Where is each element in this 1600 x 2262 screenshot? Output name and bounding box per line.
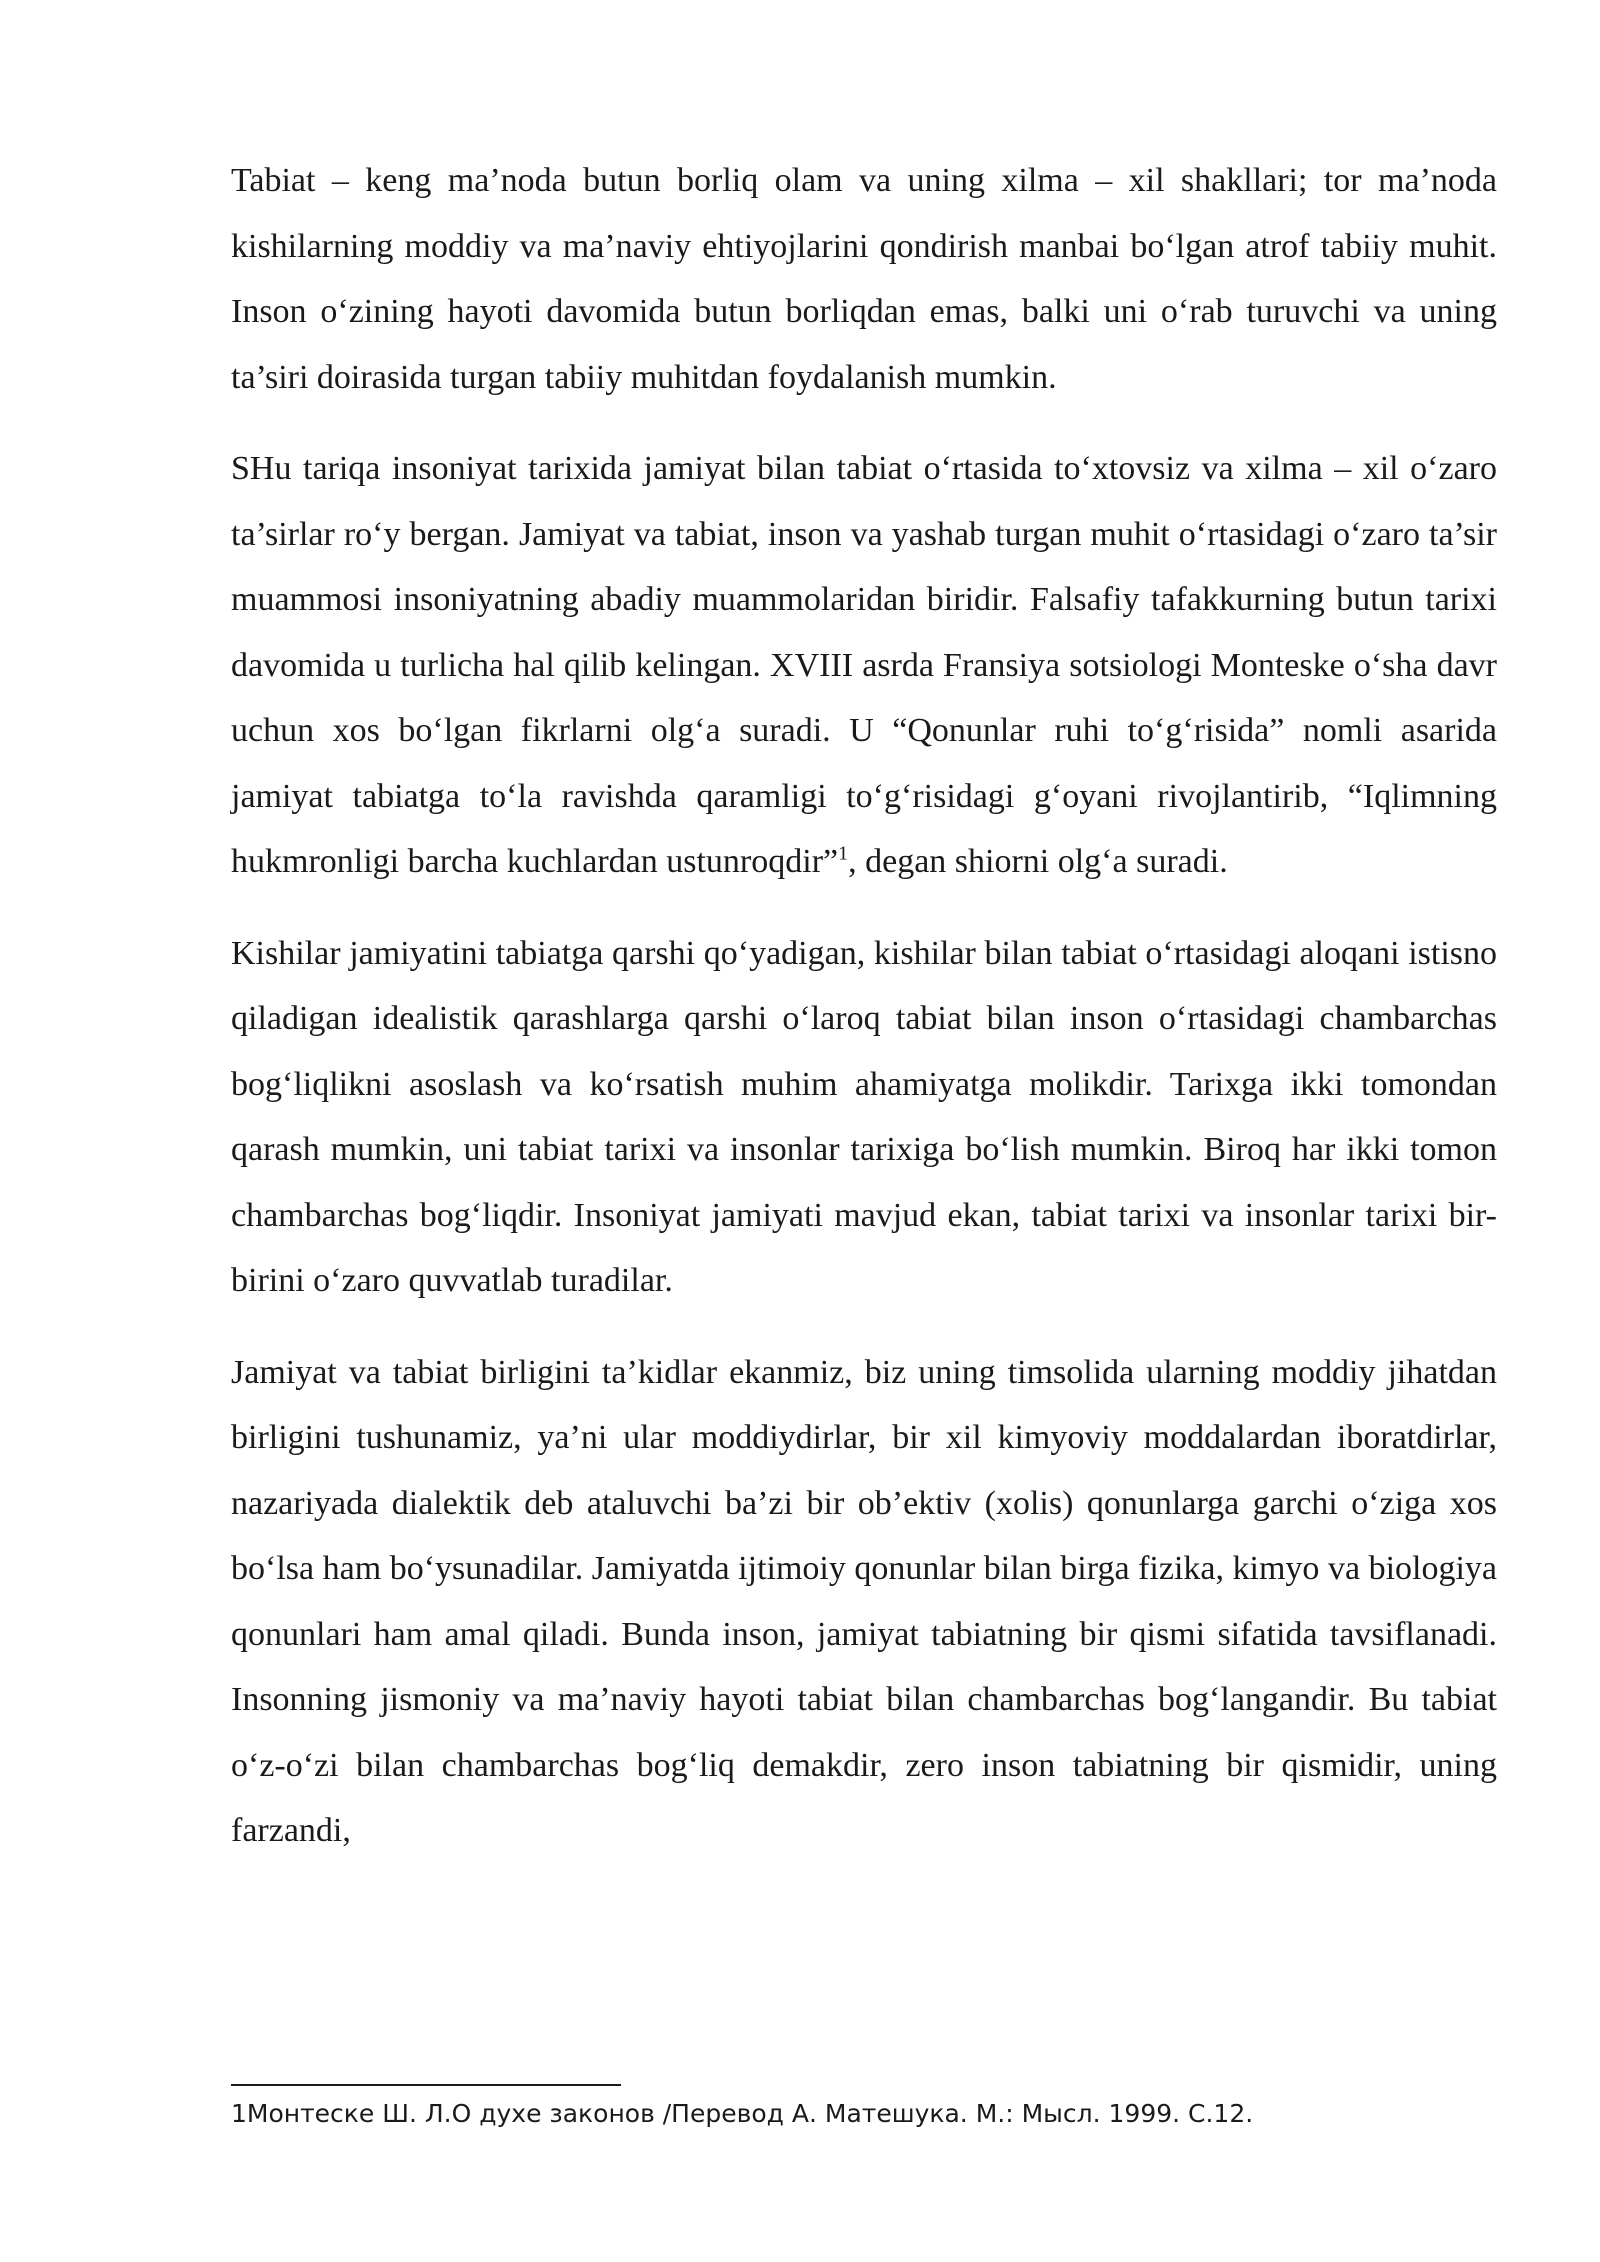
paragraph-1 bbox=[231, 148, 1497, 410]
paragraph-2 bbox=[231, 436, 1497, 895]
footnote-text: 1Монтеске Ш. Л.О духе законов /Перевод А. Матешука. М.: Мысл. 1999. С.12. bbox=[231, 2099, 1254, 2128]
paragraph-2-text-after: , degan shiorni olg‘a suradi. bbox=[848, 843, 1228, 880]
paragraph-2-text: SHu tariqa insoniyat tarixida jamiyat bilan tabiat o‘rtasida to‘xtovsiz va xilma – xil o‘zaro ta’sirlar ro‘y bergan. Jamiyat va tabiat, inson va yashab turgan muhit o‘rtasidagi o‘zaro ta’sir muammosi insoniyatning abadiy muammolaridan biridir. Falsafiy tafakkurning butun tarixi davomida u turlicha hal qilib kelingan. XVIII asrda Fransiya sotsiologi Monteske o‘sha davr uchun xos bo‘lgan fikrlarni olg‘a suradi. U “Qonunlar ruhi to‘g‘risida” nomli asarida jamiyat tabiatga to‘la ravishda qaramligi to‘g‘risidagi g‘oyani rivojlantirib, “Iqlimning hukmronligi barcha kuchlardan ustunroqdir” bbox=[231, 450, 1497, 880]
paragraph-4 bbox=[231, 1340, 1497, 1864]
document-body bbox=[231, 148, 1497, 1890]
paragraph-4-text: Jamiyat va tabiat birligini ta’kidlar ekanmiz, biz uning timsolida ularning moddiy jihatdan birligini tushunamiz, ya’ni ular moddiydirlar, bir xil kimyoviy moddalardan iboratdirlar, nazariyada dialektik deb ataluvchi ba’zi bir ob’ektiv (xolis) qonunlarga garchi o‘ziga xos bo‘lsa ham bo‘ysunadilar. Jamiyatda ijtimoiy qonunlar bilan birga fizika, kimyo va biologiya qonunlari ham amal qiladi. Bunda inson, jamiyat tabiatning bir qismi sifatida tavsiflanadi. Insonning jismoniy va ma’naviy hayoti tabiat bilan chambarchas bog‘langandir. Bu tabiat o‘z-o‘zi bilan chambarchas bog‘liq demakdir, zero inson tabiatning bir qismidir, uning farzandi, bbox=[231, 1353, 1497, 1849]
paragraph-1-text: Tabiat – keng ma’noda butun borliq olam va uning xilma – xil shakllari; tor ma’noda kishilarning moddiy va ma’naviy ehtiyojlarini qondirish manbai bo‘lgan atrof tabiiy muhit. Inson o‘zining hayoti davomida butun borliqdan emas, balki uni o‘rab turuvchi va uning ta’siri doirasida turgan tabiiy muhitdan foydalanish mumkin. bbox=[231, 162, 1497, 396]
footnote-separator bbox=[231, 2084, 621, 2086]
footnote-reference[interactable]: 1 bbox=[838, 842, 849, 865]
paragraph-3-text: Kishilar jamiyatini tabiatga qarshi qo‘yadigan, kishilar bilan tabiat o‘rtasidagi aloqani istisno qiladigan idealistik qarashlarga qarshi o‘laroq tabiat bilan inson o‘rtasidagi chambarchas bog‘liqlikni asoslash va ko‘rsatish muhim ahamiyatga molikdir. Tarixga ikki tomondan qarash mumkin, uni tabiat tarixi va insonlar tarixiga bo‘lish mumkin. Biroq har ikki tomon chambarchas bog‘liqdir. Insoniyat jamiyati mavjud ekan, tabiat tarixi va insonlar tarixi bir-birini o‘zaro quvvatlab turadilar. bbox=[231, 934, 1497, 1299]
footnote bbox=[231, 2096, 1497, 2132]
paragraph-3 bbox=[231, 921, 1497, 1314]
